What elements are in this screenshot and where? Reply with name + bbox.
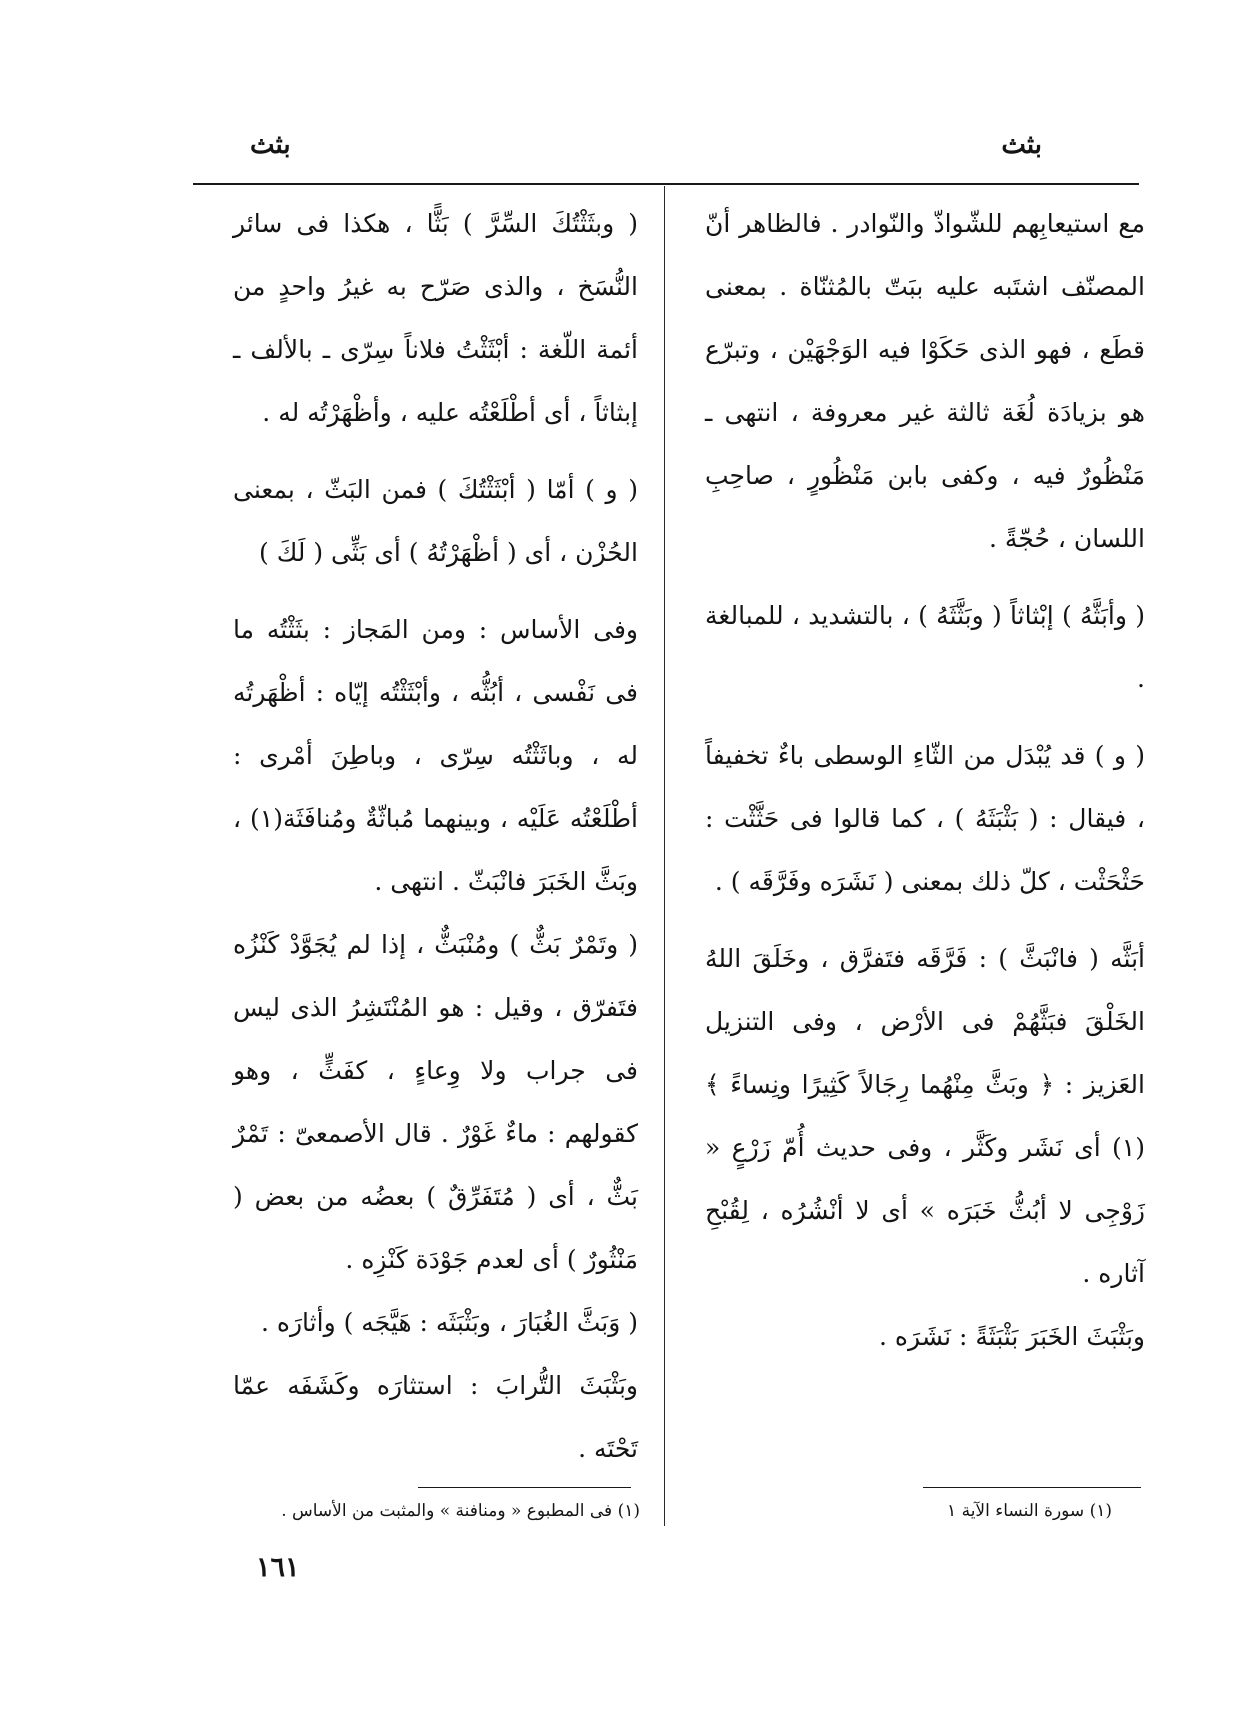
paragraph: ( وَبَثَّ الغُبَارَ ، وبَثْبَثَه : هَيَّجَه ) وأثارَه . — [260, 1308, 638, 1337]
header-rule — [193, 183, 1139, 185]
paragraph: ( و ) قد يُبْدَل من الثّاءِ الوسطى باءٌ تخفيفاً ، فيقال : ( بَثْبَثَهُ ) ، كما قالوا فى حَثَّثْت : حَثْحَثْت ، كلّ ذلك بمعنى ( نَشَرَه وفَرَّقَه ) . — [705, 741, 1145, 896]
running-head-left: بثث — [250, 130, 291, 160]
running-head-right: بثث — [1001, 130, 1042, 160]
paragraph: ( وبثَثْتُكَ السِّرَّ ) بَثًّا ، هكذا فى سائر النُّسَخ ، والذى صَرّح به غيرُ واحدٍ من أئمة اللّغة : أبْثَثْتُ فلاناً سِرّى ـ بالألف ـ إبثاثاً ، أى أطْلَعْتُه عليه ، وأظْهَرْتُه له . — [233, 209, 638, 427]
column-divider — [664, 186, 665, 1526]
footnote-rule-left — [418, 1487, 631, 1488]
paragraph: ( و ) أمّا ( أبْثَثْتُكَ ) فمن البَثّ ، بمعنى الحُزْن ، أى ( أظْهَرْتُهُ ) أى بَثِّى ( لَكَ ) — [233, 475, 638, 567]
left-column — [233, 192, 638, 1480]
paragraph: وفى الأساس : ومن المَجاز : بثَثْتُه ما فى نَفْسى ، أبُثُّه ، وأبْثَثْتُه إيّاه : أظْهَرتُه له ، وباثَثْتُه سِرّى ، وباطِنَ أمْرى : أطْلَعْتُه عَلَيْه ، وبينهما مُباثّةٌ ومُنافَثَة(١) ، وبَثَّ الخَبَرَ فانْبَثّ . انتهى . — [233, 615, 638, 896]
paragraph: أبَثَّه ( فانْبَثَّ ) : فَرَّقَه فتَفرَّق ، وخَلَقَ اللهُ الخَلْقَ فبَثَّهُمْ فى الأرْض ، وفى التنزيل العَزيز : ﴿ وبَثَّ مِنْهُما رِجَالاً كَثِيرًا ونِساءً ﴾ (١) أى نَشَر وكَثَّر ، وفى حديث أُمّ زَرْعٍ « زَوْجِى لا أبُثُّ خَبَرَه » أى لا أنْشُرُه ، لِقُبْحِ آثاره . — [705, 944, 1145, 1288]
footnote-right: (١) سورة النساء الآية ١ — [947, 1501, 1112, 1521]
footnote-left: (١) فى المطبوع « ومنافنة » والمثبت من الأساس . — [281, 1501, 640, 1521]
paragraph: وبَثْبَثَ التُّرابَ : استثارَه وكَشَفَه عمّا تَحْتَه . — [233, 1371, 638, 1463]
paragraph: ( وأبَثَّهُ ) إبْثاثاً ( وبَثَّثَهُ ) ، بالتشديد ، للمبالغة . — [705, 601, 1145, 693]
paragraph: ( وتَمْرٌ بَثٌّ ) ومُنْبَثٌّ ، إذا لم يُجَوَّدْ كَنْزُه فتَفرّق ، وقيل : هو المُنْتَشِرُ الذى ليس فى جراب ولا وِعاءٍ ، كفَثٍّ ، وهو كقولهم : ماءٌ غَوْرٌ . قال الأصمعىّ : تَمْرٌ بَثٌّ ، أى ( مُتَفَرِّقٌ ) بعضُه من بعض ( مَنْثُورٌ ) أى لعدم جَوْدَة كَنْزِه . — [233, 930, 638, 1274]
paragraph: مع استيعابِهم للشّواذّ والنّوادر . فالظاهر أنّ المصنّف اشتَبه عليه ببَتّ بالمُثنّاة . بمعنى قطَع ، فهو الذى حَكَوْا فيه الوَجْهَيْن ، وتبرّع هو بزيادَة لُغَة ثالثة غير معروفة ، انتهى ـ مَنْظُورٌ فيه ، وكفى بابن مَنْظُورٍ ، صاحِبِ اللسان ، حُجّةً . — [705, 209, 1145, 553]
paragraph: وبَثْبَثَ الخَبَرَ بَثْبَثَةً : نَشَرَه . — [879, 1322, 1145, 1351]
footnote-rule-right — [923, 1487, 1141, 1488]
right-column — [705, 192, 1145, 1368]
page-number: ١٦١ — [256, 1552, 300, 1583]
